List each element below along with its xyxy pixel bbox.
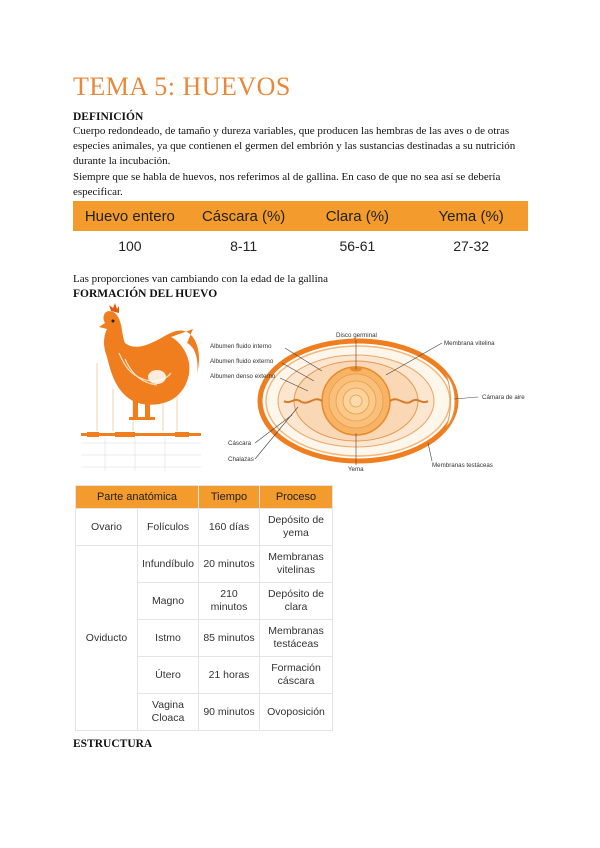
table-cell: 160 días [199, 509, 260, 546]
table-cell: Istmo [138, 620, 199, 657]
proportions-header-cell: Huevo entero [84, 207, 175, 225]
table-cell: Ovario [76, 509, 138, 546]
table-cell: 85 minutos [199, 620, 260, 657]
label-membranas-testaceas: Membranas testáceas [432, 462, 493, 469]
table-cell: Infundíbulo [138, 546, 199, 583]
table-header-row [76, 486, 333, 509]
formacion-heading: FORMACIÓN DEL HUEVO [73, 288, 218, 300]
table-cell: Depósito de clara [260, 583, 333, 620]
table-cell: 21 horas [199, 657, 260, 694]
table-header-cell: Parte anatómica [76, 486, 199, 509]
proportions-table-row [73, 233, 528, 259]
definicion-paragraph-2 [73, 170, 533, 200]
table-row [76, 546, 333, 583]
proportions-table-header [73, 201, 528, 231]
proportions-value-cell: 100 [118, 238, 142, 254]
formation-table [75, 485, 333, 731]
label-albumen-fluido-externo: Albumen fluido externo [210, 358, 274, 365]
text-line: durante la incubación. [73, 155, 171, 167]
hen-illustration [75, 303, 205, 475]
label-camara-de-aire: Cámara de aire [482, 394, 525, 401]
proportions-header-cell: Clara (%) [325, 207, 390, 225]
proportions-value-cell: 27-32 [453, 238, 490, 254]
table-cell: Oviducto [76, 546, 138, 731]
table-cell: 210 minutos [199, 583, 260, 620]
text-line: especies animales, ya que contienen el germen del embrión y las sustancias destinadas a su nutrición [73, 140, 516, 152]
table-cell: Magno [138, 583, 199, 620]
table-cell: Folículos [138, 509, 199, 546]
proportions-header-cell: Yema (%) [438, 207, 504, 225]
table-cell: Formación cáscara [260, 657, 333, 694]
text-line: Siempre que se habla de huevos, nos referimos al de gallina. En caso de que no sea así se debería [73, 171, 501, 183]
label-chalazas: Chalazas [228, 456, 254, 463]
label-albumen-fluido-interno: Albumen fluido interno [210, 343, 272, 350]
table-cell: 20 minutos [199, 546, 260, 583]
label-yema: Yema [348, 466, 364, 473]
definicion-heading: DEFINICIÓN [73, 111, 144, 123]
table-cell: Membranas testáceas [260, 620, 333, 657]
label-disco-germinal: Disco germinal [336, 332, 377, 339]
table-cell: Ovoposición [260, 694, 333, 731]
proportions-note: Las proporciones van cambiando con la edad de la gallina [73, 273, 329, 285]
table-cell: Membranas vitelinas [260, 546, 333, 583]
text-line: especificar. [73, 186, 123, 198]
page-title: TEMA 5: HUEVOS [73, 72, 291, 101]
table-cell: 90 minutos [199, 694, 260, 731]
proportions-value-cell: 8-11 [230, 238, 258, 254]
table-row [76, 509, 333, 546]
table-cell: Depósito de yema [260, 509, 333, 546]
egg-diagram [210, 325, 530, 475]
text-line: Cuerpo redondeado, de tamaño y dureza variables, que producen las hembras de las aves o de otras [73, 125, 510, 137]
proportions-header-cell: Cáscara (%) [201, 207, 286, 225]
estructura-heading: ESTRUCTURA [73, 738, 153, 750]
proportions-value-cell: 56-61 [339, 238, 376, 254]
label-albumen-denso-externo: Albumen denso externo [210, 373, 276, 380]
table-header-cell: Proceso [260, 486, 333, 509]
table-cell: Vagina Cloaca [138, 694, 199, 731]
label-cascara: Cáscara [228, 440, 252, 447]
label-membrana-vitelina: Membrana vitelina [444, 340, 495, 347]
table-header-cell: Tiempo [199, 486, 260, 509]
table-cell: Útero [138, 657, 199, 694]
definicion-paragraph-1 [73, 124, 533, 169]
